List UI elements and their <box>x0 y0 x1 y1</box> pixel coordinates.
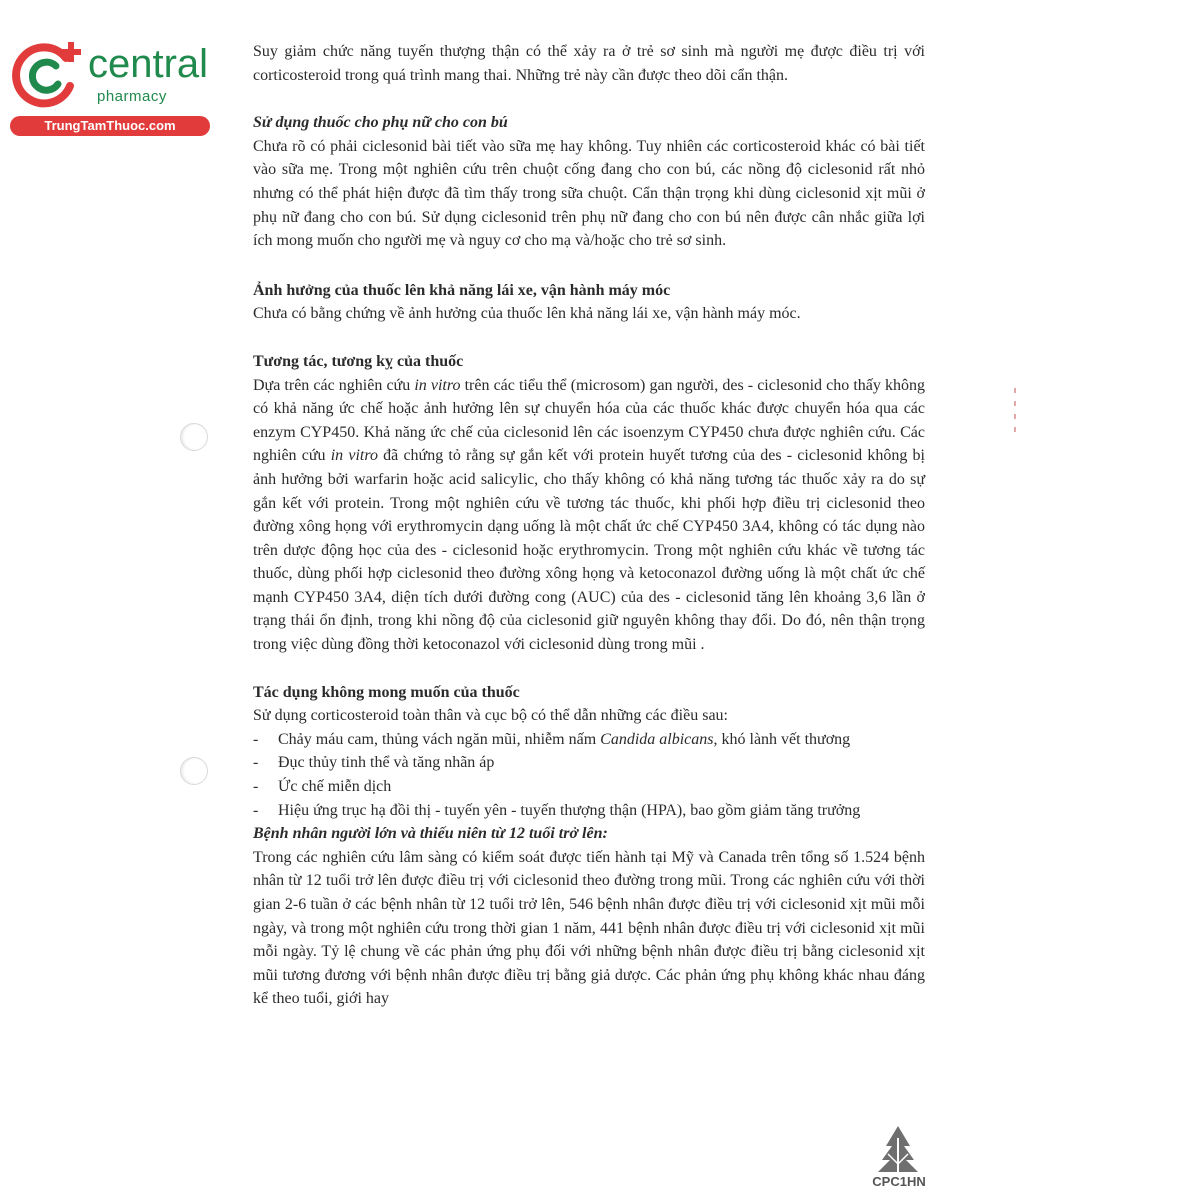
list-item: - Đục thủy tinh thể và tăng nhãn áp <box>253 751 925 775</box>
logo-subtitle: pharmacy <box>97 88 167 105</box>
cpc1hn-label: CPC1HN <box>872 1174 926 1189</box>
italic-term: in vitro <box>330 447 378 465</box>
logo-url[interactable]: TrungTamThuoc.com <box>10 116 210 136</box>
section-interactions <box>253 350 925 657</box>
section-heading: Sử dụng thuốc cho phụ nữ cho con bú <box>253 114 508 132</box>
lotus-logo-icon <box>858 1124 938 1174</box>
italic-term: Candida albicans <box>600 730 714 748</box>
list-item: - Ức chế miễn dịch <box>253 775 925 799</box>
intro-paragraph: Suy giảm chức năng tuyến thượng thận có thể xảy ra ở trẻ sơ sinh mà người mẹ được điều trị với corticosteroid trong quá trình mang thai. Những trẻ này cần được theo dõi cẩn thận. <box>253 43 925 84</box>
section-side-effects <box>253 681 925 1011</box>
text-run: đã chứng tỏ rằng sự gắn kết với protein huyết tương của des - ciclesonid không bị ảnh hưởng bởi warfarin hoặc acid salicylic, cho thấy không có khả năng tương tác thuốc xảy ra do sự gắn kết với protein. Trong một nghiên cứu về tương tác thuốc, khi phối hợp điều trị ciclesonid theo đường xông họng với erythromycin dạng uống là một chất ức chế CYP450 3A4, không có tác dụng nào trên dược động học của des - ciclesonid hoặc erythromycin. Trong một nghiên cứu khác về tương tác thuốc, dùng phối hợp ciclesonid theo đường xông họng và ketoconazol đường uống là một chất ức chế mạnh CYP450 3A4, diện tích dưới đường cong (AUC) của des - ciclesonid tăng lên khoảng 3,6 lần ở trạng thái ổn định, trong khi nồng độ của ciclesonid giữ nguyên không thay đổi. Do đó, nên thận trọng trong việc dùng đồng thời ketoconazol với ciclesonid dùng trong mũi . <box>253 447 925 654</box>
section-paragraph: Sử dụng corticosteroid toàn thân và cục bộ có thể dẫn những các điều sau: <box>253 707 728 725</box>
section-paragraph: Chưa có bằng chứng về ảnh hưởng của thuốc lên khả năng lái xe, vận hành máy móc. <box>253 305 801 323</box>
punch-hole <box>180 423 208 451</box>
list-item <box>253 728 925 752</box>
text-run: Dựa trên các nghiên cứu <box>253 376 415 394</box>
section-paragraph: Trong các nghiên cứu lâm sàng có kiểm soát được tiến hành tại Mỹ và Canada trên tổng số 1.524 bệnh nhân từ 12 tuổi trở lên được điều trị với ciclesonid theo đường trong mũi. Trong các nghiên cứu với thời gian 2-6 tuần ở các bệnh nhân từ 12 tuổi trở lên, 546 bệnh nhân được điều trị với ciclesonid xịt mũi mỗi ngày, và trong một nghiên cứu trong thời gian 1 năm, 441 bệnh nhân được điều trị với ciclesonid xịt mũi mỗi ngày. Tỷ lệ chung về các phản ứng phụ đối với những bệnh nhân được điều trị bằng ciclesonid xịt mũi tương đương với bệnh nhân được điều trị bằng giả dược. Các phản ứng phụ không khác nhau đáng kể theo tuổi, giới hay <box>253 848 925 1008</box>
text-run: , khó lành vết thương <box>713 730 851 748</box>
section-breastfeeding <box>253 111 925 253</box>
punch-hole <box>180 757 208 785</box>
side-effects-list <box>253 728 925 822</box>
section-driving <box>253 279 925 326</box>
central-pharmacy-logo[interactable] <box>8 36 218 136</box>
scan-edge-marks <box>1014 388 1018 438</box>
document-body <box>253 40 925 1011</box>
section-heading: Tác dụng không mong muốn của thuốc <box>253 683 520 701</box>
subsection-heading: Bệnh nhân người lớn và thiếu niên từ 12 tuổi trở lên: <box>253 825 608 843</box>
logo-name: central <box>88 42 209 86</box>
italic-term: in vitro <box>414 376 461 394</box>
cpc1hn-logo <box>858 1124 938 1190</box>
text-run: trên các tiểu thể (microsom) gan người, des - ciclesonid cho thấy không có khả năng ức chế hoặc ảnh hưởng lên sự chuyển hóa của các thuốc khác được chuyển hóa qua các enzym CYP450. Khả năng ức chế của ciclesonid lên các isoenzym CYP450 chưa được nghiên cứu. Các nghiên cứu <box>253 376 926 465</box>
pharmacy-cross-icon <box>8 36 88 116</box>
text-run: Chảy máu cam, thủng vách ngăn mũi, nhiễm nấm <box>278 730 601 748</box>
list-item: - Hiệu ứng trục hạ đồi thị - tuyến yên - tuyến thượng thận (HPA), bao gồm giảm tăng trưởng <box>253 799 925 823</box>
section-paragraph: Chưa rõ có phải ciclesonid bài tiết vào sữa mẹ hay không. Tuy nhiên các corticosteroid khác có bài tiết vào sữa mẹ. Trong một nghiên cứu trên chuột cống đang cho con bú, các nồng độ ciclesonid rất nhỏ nhưng có thể phát hiện được đã tìm thấy trong sữa chuột. Cẩn thận trọng khi dùng ciclesonid xịt mũi ở phụ nữ đang cho con bú. Sử dụng ciclesonid trên phụ nữ đang cho con bú nên được cân nhắc giữa lợi ích mong muốn cho người mẹ và nguy cơ cho mạ và/hoặc cho trẻ sơ sinh. <box>253 137 925 250</box>
section-heading: Ảnh hưởng của thuốc lên khả năng lái xe, vận hành máy móc <box>253 281 671 299</box>
section-paragraph <box>253 374 925 657</box>
section-heading: Tương tác, tương kỵ của thuốc <box>253 352 464 370</box>
